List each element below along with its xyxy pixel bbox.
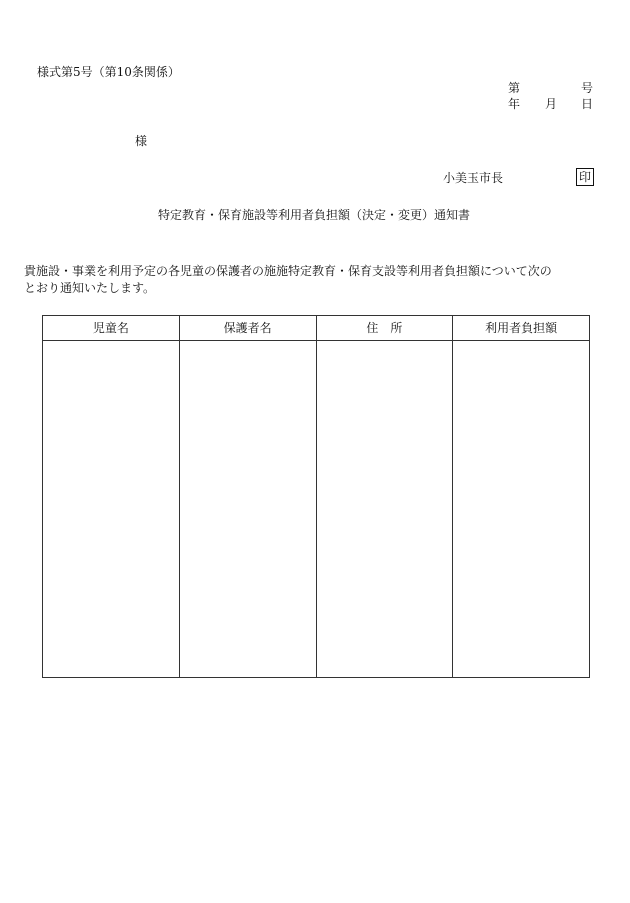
body-paragraph: [24, 263, 596, 297]
document-number-suffix: 号: [581, 81, 594, 95]
date-month-label: 月: [545, 97, 558, 111]
table-row: [43, 341, 590, 678]
guardian-name-cell[interactable]: [179, 341, 316, 678]
recipient-honorific: 様: [135, 134, 148, 148]
table-header-row: [43, 316, 590, 341]
user-fee-cell[interactable]: [453, 341, 590, 678]
issuer-title: 小美玉市長: [443, 171, 504, 185]
column-header-user-fee: 利用者負担額: [453, 316, 590, 341]
document-title: 特定教育・保育施設等利用者負担額（決定・変更）通知書: [158, 208, 471, 222]
column-header-guardian-name: 保護者名: [179, 316, 316, 341]
seal-stamp-box: 印: [576, 168, 594, 186]
child-name-cell[interactable]: [43, 341, 180, 678]
address-cell[interactable]: [316, 341, 453, 678]
column-header-child-name: 児童名: [43, 316, 180, 341]
date-day-label: 日: [581, 97, 594, 111]
date-year-label: 年: [508, 97, 521, 111]
body-line-1: 貴施設・事業を利用予定の各児童の保護者の施施特定教育・保育支設等利用者負担額について次の: [24, 264, 552, 278]
body-line-2: とおり通知いたします。: [24, 281, 156, 295]
form-number: 様式第5号（第10条関係）: [37, 65, 180, 79]
document-number-label: 第: [508, 81, 521, 95]
children-fee-table: [42, 315, 590, 678]
column-header-address: 住 所: [316, 316, 453, 341]
